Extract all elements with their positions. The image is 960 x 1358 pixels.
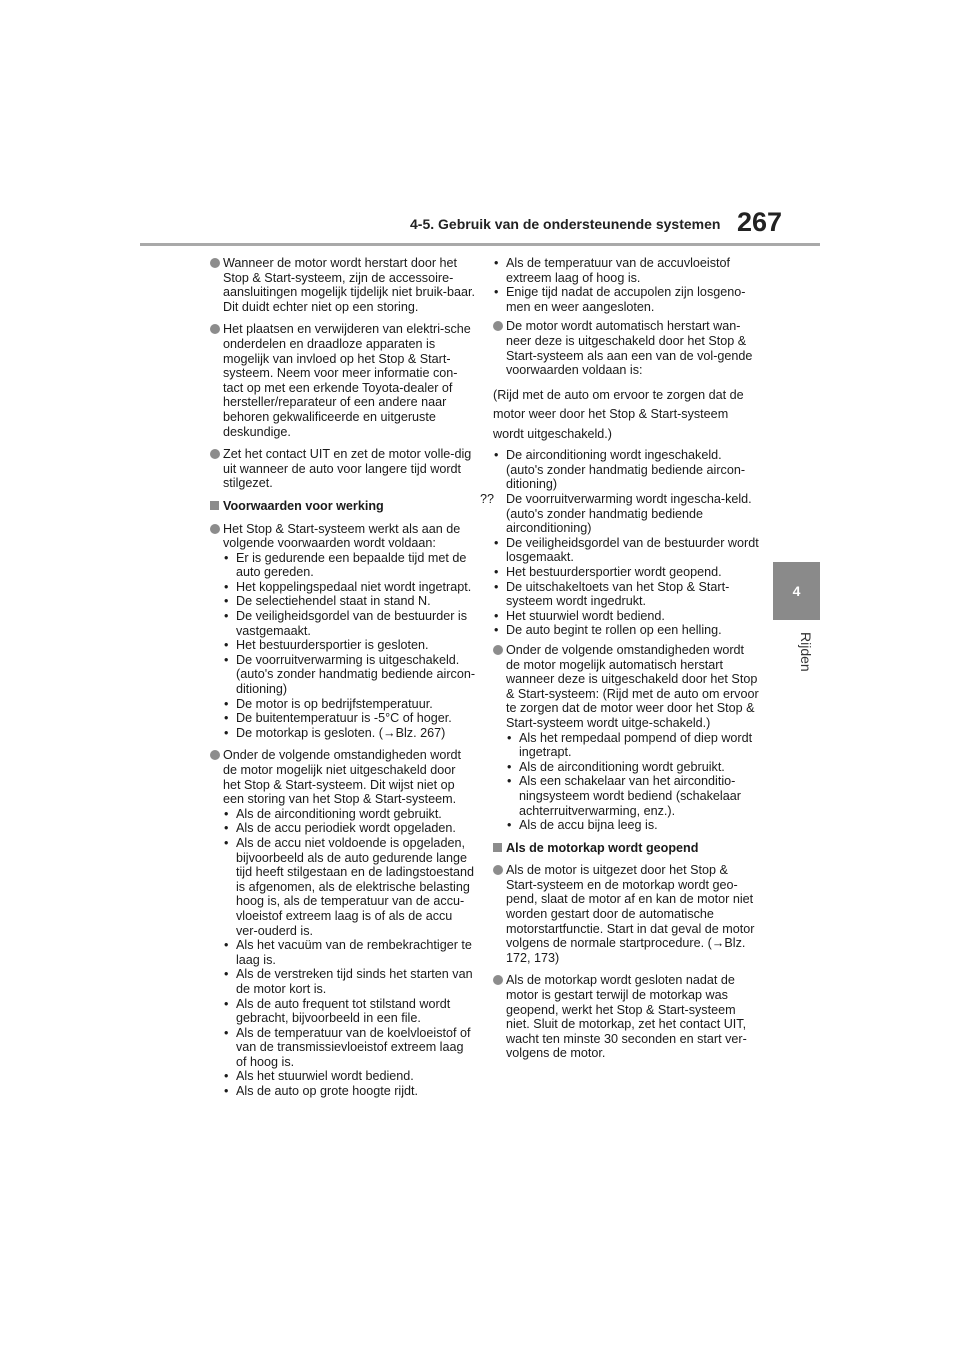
list-item: • Als de accu periodiek wordt opgeladen. — [224, 821, 456, 836]
note-block — [210, 322, 476, 439]
list-item: • Het stuurwiel wordt bediend. — [494, 608, 665, 623]
note-text: De motor wordt automatisch herstart wan-neer deze is uitgeschakeld door het Stop & Start-systeem als aan een van de vol-gende voorwaarden voldaan is: — [506, 319, 753, 378]
list-item: • Als de accu bijna leeg is. — [507, 818, 658, 833]
list-item: • De selectiehendel staat in stand N. — [224, 594, 431, 609]
list-item: • Als de auto op grote hoogte rijdt. — [224, 1084, 419, 1099]
section-heading: Als de motorkap wordt geopend — [506, 840, 699, 855]
list-item: • Het bestuurdersportier is gesloten. — [224, 638, 429, 653]
list-item: • Als het stuurwiel wordt bediend. — [224, 1069, 414, 1084]
note-text: Onder de volgende omstandigheden wordt de motor mogelijk niet uitgeschakeld door het Stop & Start-systeem. Dit wijst niet op een storing van het Stop & Start-systeem. — [223, 748, 462, 807]
note-text: Onder de volgende omstandigheden wordt de motor mogelijk automatisch herstart wanneer deze is uitgeschakeld door het Stop & Start-systeem: (Rijd met de auto om ervoor te zorgen dat de motor weer door het Stop & Start-systeem wordt uitge-schakeld.) — [506, 642, 759, 730]
section-heading-block — [493, 841, 759, 856]
list-item: • Als de verstreken tijd sinds het starten van de motor kort is. — [224, 967, 473, 996]
restart-note: (Rijd met de auto om ervoor te zorgen dat de motor weer door het Stop & Start-systeem wordt uitgeschakeld.) — [493, 387, 744, 441]
list-item: • De veiligheidsgordel van de bestuurder wordt losgemaakt. — [494, 535, 759, 565]
restart-list — [480, 448, 759, 638]
bullet-dot-icon — [493, 865, 503, 875]
list-item: • Als het vacuüm van de rembekrachtiger te laag is. — [224, 938, 472, 967]
list-item: • De airconditioning wordt ingeschakeld. (auto's zonder handmatig bediende aircon-ditioning) — [494, 448, 746, 492]
list-item: • Als een schakelaar van het airconditio-ningsysteem wordt bediend (schakelaar achterruitverwarming, enz.). — [507, 774, 741, 818]
note-text: Zet het contact UIT en zet de motor volle-dig uit wanneer de auto voor langere tijd wordt stilgezet. — [223, 447, 472, 491]
bullet-dot-icon — [493, 975, 503, 985]
list-item: • De auto begint te rollen op een helling. — [494, 623, 722, 638]
note-text: Als de motorkap wordt gesloten nadat de motor is gestart terwijl de motorkap was geopend, werkt het Stop & Start-systeem niet. Sluit de motorkap, zet het contact UIT, wacht ten minste 30 seconden en start ver-volgens de motor. — [506, 973, 747, 1061]
bullet-dot-icon — [210, 449, 220, 459]
list-item: • De voorruitverwarming is uitgeschakeld. (auto's zonder handmatig bediende aircon-ditioning) — [224, 652, 476, 697]
bullet-dot-icon — [210, 324, 220, 334]
list-item: • Als de accu niet voldoende is opgeladen, bijvoorbeeld als de auto gedurende lange tijd heeft stilgestaan en de ladingstoestand is afgenomen, als de elektrische belasting hoog is, als de temperatuur van de accu-vloeistof extreem laag is of als de accu ver-ouderd is. — [224, 835, 475, 938]
chapter-tab[interactable]: 4 — [773, 562, 820, 620]
list-item: ?? De voorruitverwarming wordt ingescha-keld. (auto's zonder handmatig bediende airconditioning) — [480, 492, 752, 536]
list-item: • Als de temperatuur van de koelvloeistof of van de transmissievloeistof extreem laag of hoog is. — [224, 1025, 471, 1069]
list-item: • Als de airconditioning wordt gebruikt. — [224, 806, 442, 821]
bullet-dot-icon — [493, 321, 503, 331]
list-item: • De motor is op bedrijfstemperatuur. — [224, 696, 433, 711]
list-item: • Het koppelingspedaal niet wordt ingetrapt. — [224, 579, 472, 594]
note-block — [210, 447, 476, 491]
right-column — [480, 256, 759, 1069]
note-text: Als de motor is uitgezet door het Stop & Start-systeem en de motorkap wordt geo-pend, slaat de motor af en kan de motor niet worden gestart door de automatische motorstartfunctie. Start in dat geval de motor volgens de normale startprocedure. (→Blz. 172, 173) — [506, 863, 755, 965]
header-divider — [140, 243, 820, 246]
note-block — [493, 319, 759, 377]
note-block — [210, 522, 476, 741]
note-text: Het Stop & Start-systeem werkt als aan de volgende voorwaarden wordt voldaan: — [223, 521, 461, 551]
note-block — [210, 256, 476, 314]
list-item: • Het bestuurdersportier wordt geopend. — [494, 565, 722, 579]
chapter-label: Rijden — [798, 632, 814, 672]
list-item: • Als het rempedaal pompend of diep wordt ingetrapt. — [507, 730, 753, 760]
note-text: Wanneer de motor wordt herstart door het Stop & Start-systeem, zijn de accessoire-aansluitingen mogelijk tijdelijk niet bruik-baar. Dit duidt echter niet op een storing. — [223, 256, 476, 314]
bullet-dot-icon — [210, 524, 220, 534]
square-marker-icon — [493, 843, 502, 852]
continued-list — [493, 256, 759, 314]
note-text: Het plaatsen en verwijderen van elektri-sche onderdelen en draadloze apparaten is mogelijk van invloed op het Stop & Start-systeem. Neem voor meer informatie con-tact op met een erkende Toyota-dealer of hersteller/reparateur of een andere naar behoren gekwalificeerde en uitgeruste deskundige. — [223, 322, 471, 439]
section-title: 4-5. Gebruik van de ondersteunende systemen — [410, 216, 721, 232]
page-number: 267 — [737, 207, 783, 237]
list-item: • Als de temperatuur van de accuvloeistof extreem laag of hoog is. — [494, 256, 731, 285]
bullet-dot-icon — [493, 645, 503, 655]
note-block — [493, 863, 759, 965]
list-item: • Als de airconditioning wordt gebruikt. — [507, 759, 725, 774]
list-item: • De buitentemperatuur is -5°C of hoger. — [224, 711, 452, 726]
note-block — [493, 973, 759, 1061]
left-column — [210, 256, 476, 1107]
note-block — [210, 748, 476, 1098]
bullet-dot-icon — [210, 258, 220, 268]
bullet-dot-icon — [210, 750, 220, 760]
list-item: • Enige tijd nadat de accupolen zijn losgeno-men en weer aangesloten. — [494, 285, 746, 314]
list-item: • De uitschakeltoets van het Stop & Start-systeem wordt ingedrukt. — [494, 579, 730, 609]
square-marker-icon — [210, 501, 219, 510]
list-item: • Als de auto frequent tot stilstand wordt gebracht, bijvoorbeeld in een file. — [224, 996, 451, 1026]
list-item: • Er is gedurende een bepaalde tijd met de auto gereden. — [224, 550, 467, 580]
section-heading-block — [210, 499, 476, 514]
list-item: • De veiligheidsgordel van de bestuurder is vastgemaakt. — [224, 609, 468, 638]
list-item: • De motorkap is gesloten. (→Blz. 267) — [224, 725, 446, 740]
note-block — [493, 643, 759, 833]
section-heading: Voorwaarden voor werking — [223, 498, 384, 513]
